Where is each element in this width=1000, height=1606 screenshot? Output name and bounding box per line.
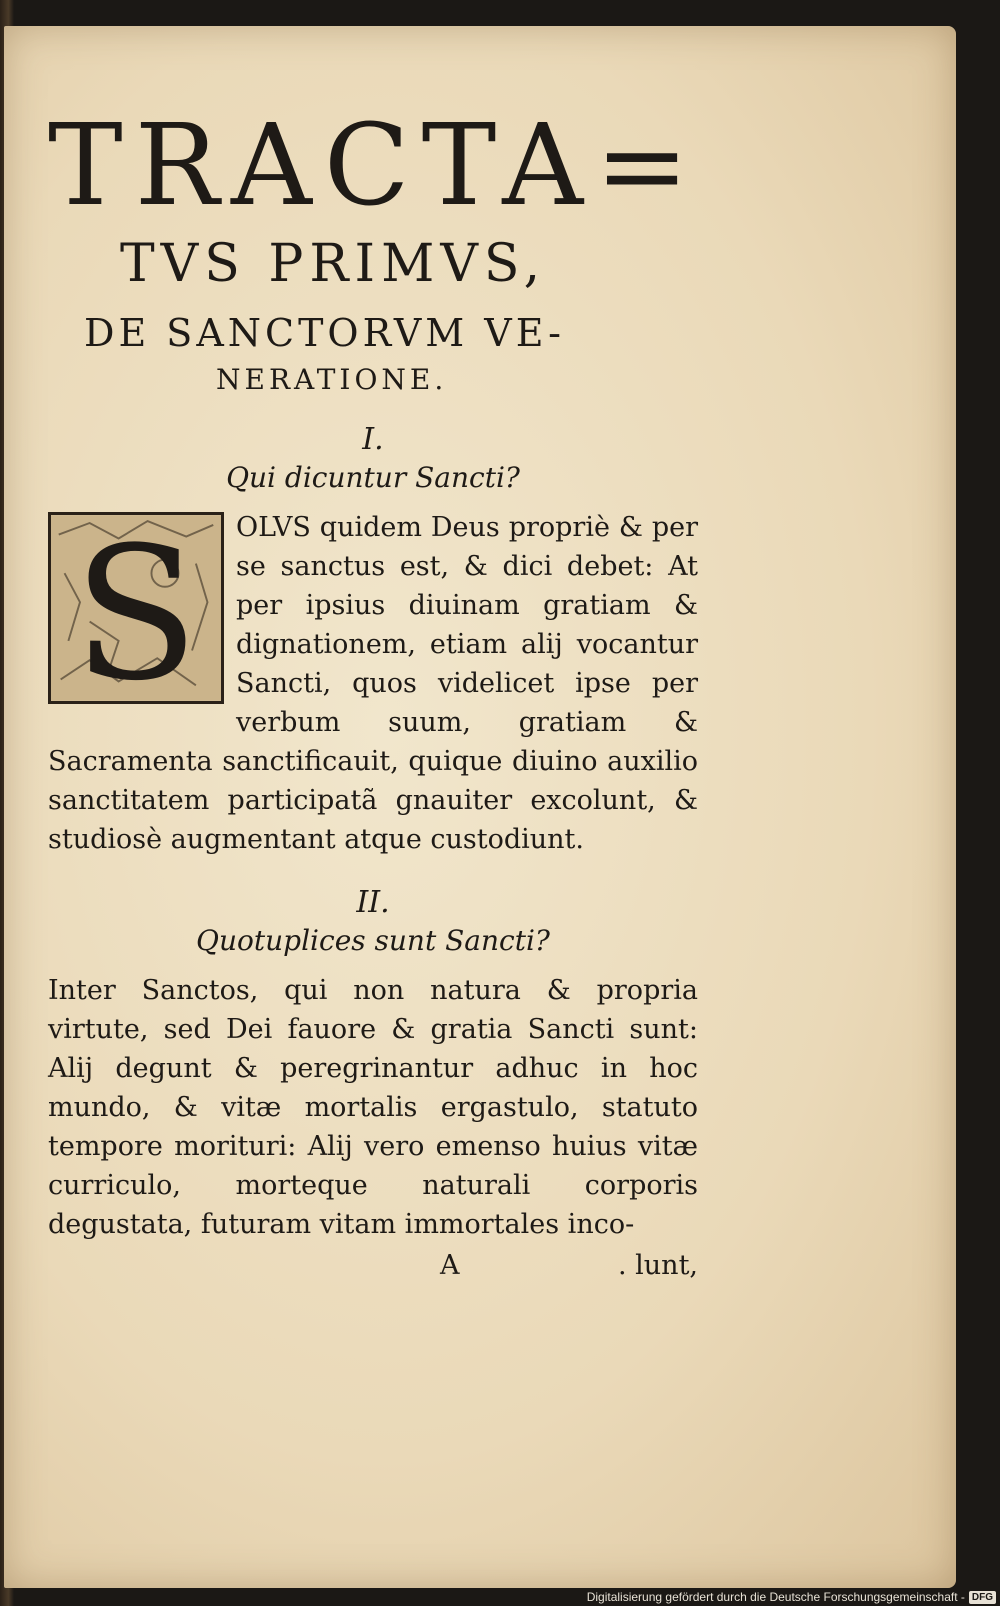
title-line-1: TRACTA= — [48, 101, 701, 231]
dfg-logo-icon: DFG — [969, 1591, 996, 1604]
footer-banner — [581, 1588, 996, 1606]
footer-text: Digitalisierung gefördert durch die Deutsche Forschungsgemeinschaft - — [586, 1590, 965, 1604]
catchword: . lunt, — [617, 1250, 698, 1282]
section-text-2: Inter Sanctos, qui non natura & propria virtute, sed Dei fauore & gratia Sancti sunt: Alij degunt & peregrinantur adhuc in hoc mundo, & vitæ mortalis ergastulo, statuto tempore morituri: Alij vero emenso huius vitæ curriculo, morteque naturali corporis degustata, futuram vitam immortales inco- — [48, 975, 698, 1241]
title-line-2: TVS PRIMVS, — [120, 234, 547, 294]
signature-mark: A — [440, 1250, 460, 1282]
woodcut-initial-s-icon — [51, 515, 221, 701]
woodcut-initial — [48, 512, 224, 704]
section-question-2: Quotuplices sunt Sancti? — [196, 924, 550, 958]
svg-text:S: S — [73, 515, 199, 702]
section-text-1: OLVS quidem Deus propriè & per se sanctus est, & dici debet: At per ipsius diuinam gratiam & dignationem, etiam alij vocantur Sancti, quos videlicet ipse per verbum suum, gratiam & Sacramenta sanctificauit, quique diuino auxilio sanctitatem participatã gnauiter excolunt, & studiosè augmentant atque custodiunt. — [48, 512, 698, 856]
title-line-3: DE SANCTORVM VE- — [84, 311, 565, 356]
text-block — [48, 101, 701, 1290]
section-number-1: I. — [362, 422, 384, 458]
section-number-2: II. — [356, 885, 390, 921]
section-question-1: Qui dicuntur Sancti? — [226, 461, 520, 495]
title-line-4: NERATIONE. — [216, 363, 448, 397]
catchline — [48, 1250, 698, 1290]
